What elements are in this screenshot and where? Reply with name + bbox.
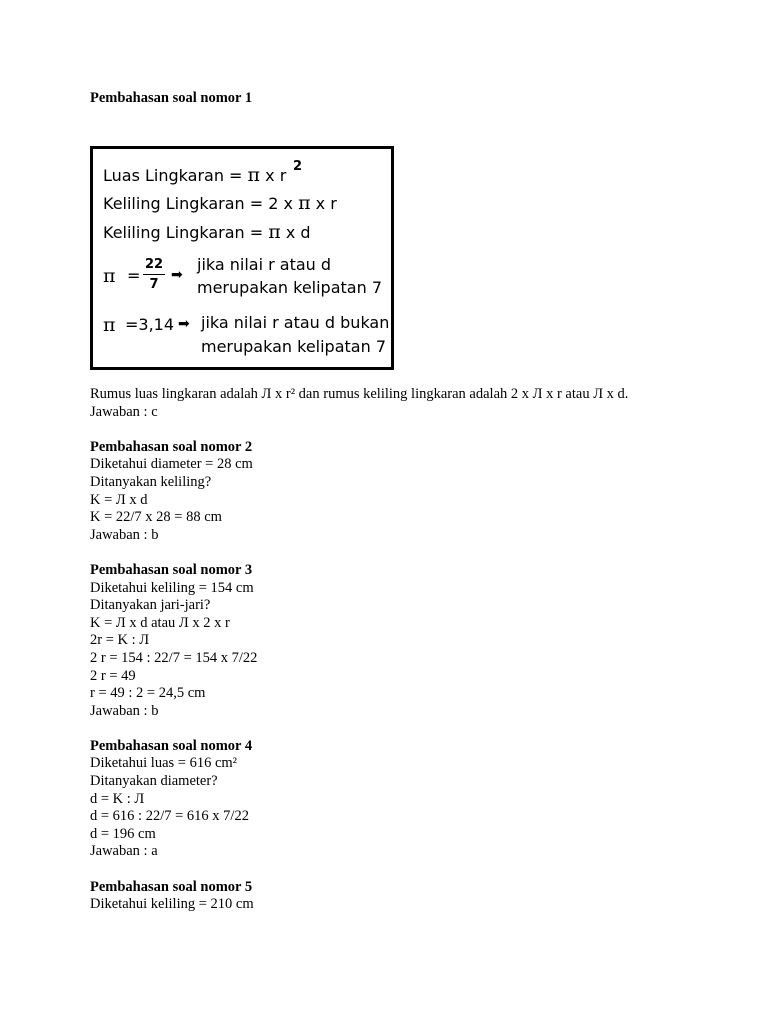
formula-luas [103,165,286,186]
fraction-numerator: 22 [144,257,164,272]
radius-symbol: r [279,166,287,185]
arrow-icon: ➡ [178,316,190,332]
section-3-line: Ditanyakan jari-jari? [90,597,211,614]
section-heading-5: Pembahasan soal nomor 5 [90,878,253,895]
formula-image [90,146,394,370]
section-1-answer: Jawaban : c [90,403,158,420]
formula-keliling-radius [103,193,337,214]
section-2-line: K = 22/7 x 28 = 88 cm [90,509,222,526]
section-heading-4: Pembahasan soal nomor 4 [90,737,253,754]
section-3-line: 2 r = 154 : 22/7 = 154 x 7/22 [90,649,258,666]
section-4-line: Diketahui luas = 616 cm² [90,755,238,772]
section-heading-2: Pembahasan soal nomor 2 [90,438,253,455]
fraction-22-7 [143,257,165,292]
section-3-answer: Jawaban : b [90,702,159,719]
section-3-line: 2r = K : Л [90,632,150,649]
pi-symbol: π [268,221,281,243]
formula-keliling-diameter [103,222,311,243]
document-content [90,386,690,914]
formula-keliling-label-2: Keliling Lingkaran = [103,223,269,242]
condition-1-line-1: jika nilai r atau d [197,255,332,274]
section-5-line: Diketahui keliling = 210 cm [90,896,254,913]
section-4-line: d = 616 : 22/7 = 616 x 7/22 [90,808,249,825]
section-3-line: r = 49 : 2 = 24,5 cm [90,685,206,702]
section-4-line: Ditanyakan diameter? [90,773,218,790]
section-2-answer: Jawaban : b [90,526,159,543]
section-3-line: K = Л x d atau Л x 2 x r [90,614,230,631]
section-heading-3: Pembahasan soal nomor 3 [90,561,253,578]
section-2-line: Ditanyakan keliling? [90,473,212,490]
formula-keliling-label-1: Keliling Lingkaran = 2 x [103,194,299,213]
section-1-line-1: Rumus luas lingkaran adalah Л x r² dan rumus keliling lingkaran adalah 2 x Л x r atau Л x d. [90,386,629,402]
condition-1-line-2: merupakan kelipatan 7 [197,278,382,297]
pi-symbol: π [247,164,261,186]
formula-luas-label: Luas Lingkaran = [103,166,248,185]
arrow-icon: ➡ [171,267,183,283]
section-3-line: 2 r = 49 [90,667,136,684]
pi-approx-value: =3,14 [125,315,175,334]
pi-symbol-row4: π [103,265,116,287]
section-3-line: Diketahui keliling = 154 cm [90,579,254,596]
condition-2-line-2: merupakan kelipatan 7 [201,337,386,356]
square-exponent: 2 [293,159,303,174]
pi-symbol-row5: π [103,314,116,336]
fraction-denominator: 7 [149,277,159,292]
document-body [90,90,690,108]
equals-sign: = [127,266,141,285]
condition-2-line-1: jika nilai r atau d bukan [201,313,390,332]
formula-keliling-tail-1: x r [315,194,337,213]
section-4-line: d = K : Л [90,790,145,807]
section-4-answer: Jawaban : a [90,843,158,860]
section-2-line: K = Л x d [90,491,148,508]
fraction-bar [143,274,165,275]
section-heading-1: Pembahasan soal nomor 1 [90,90,253,106]
times-symbol: x [265,166,275,185]
section-4-line: d = 196 cm [90,825,156,842]
section-2-line: Diketahui diameter = 28 cm [90,456,253,473]
pi-symbol: π [298,192,311,214]
formula-keliling-tail-2: x d [285,223,311,242]
